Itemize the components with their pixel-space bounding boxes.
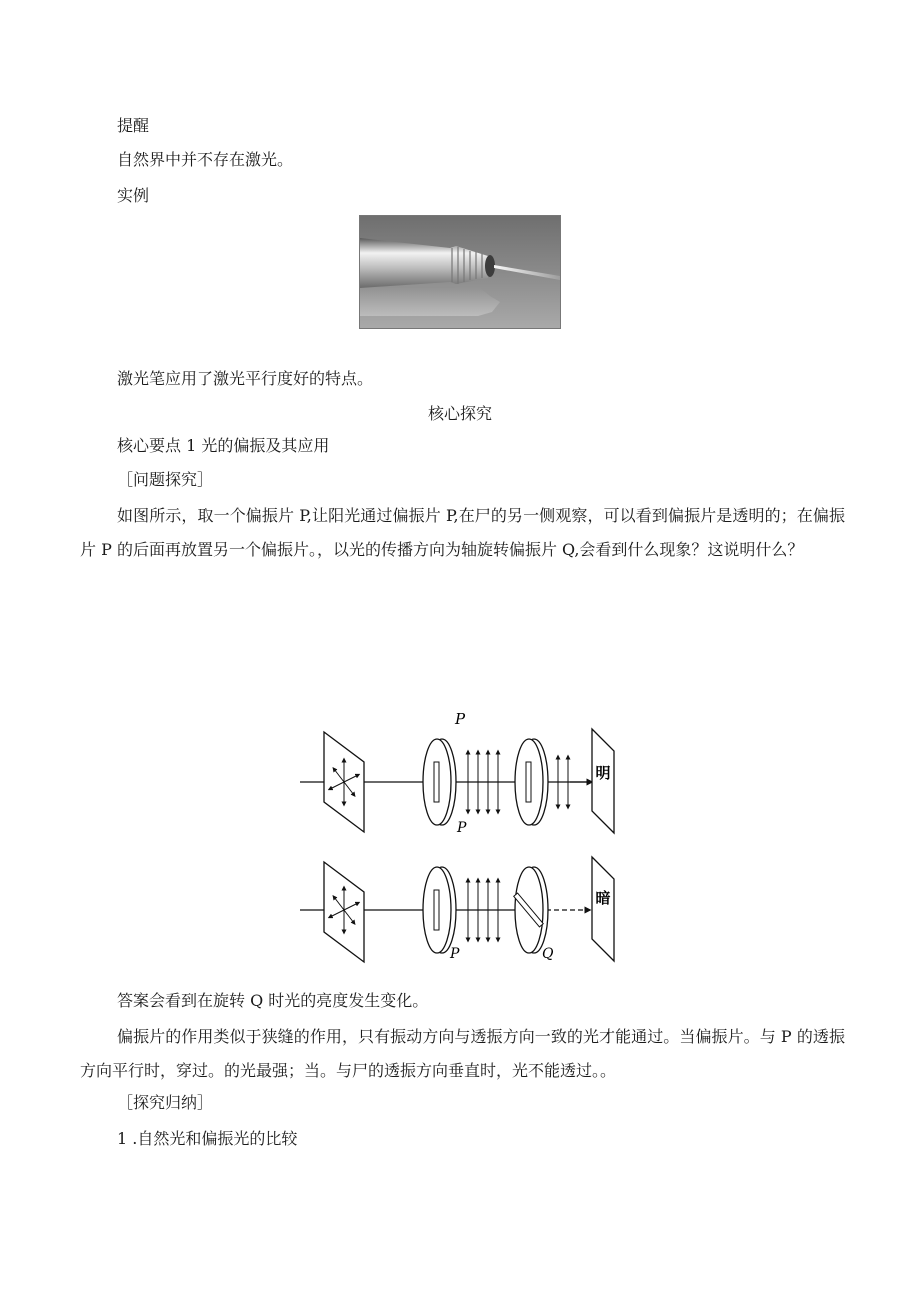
section-title: 核心探究 (427, 404, 492, 423)
polarization-figure (290, 705, 630, 970)
reminder-heading: 提醒 (117, 116, 150, 135)
question-text: 如图所示，取一个偏振片 P,让阳光通过偏振片 P,在尸的另一侧观察，可以看到偏振片是透明的；在偏振片 P 的后面再放置另一个偏振片。，以光的传播方向为轴旋转偏振片 Q,会看到什么现象？这说明什么？ (80, 506, 845, 559)
summary-heading: ［探究归纳］ (117, 1093, 214, 1112)
explanation-text: 偏振片的作用类似于狭缝的作用，只有振动方向与透振方向一致的光才能通过。当偏振片。与 P 的透振方向平行时，穿过。的光最强；当。与尸的透振方向垂直时，光不能透过。。 (80, 1027, 845, 1080)
lower-setup (300, 857, 614, 962)
lower-p-label: P (450, 946, 460, 962)
example-caption: 激光笔应用了激光平行度好的特点。 (117, 369, 374, 388)
summary-item: 1 .自然光和偏振光的比较 (117, 1129, 298, 1148)
answer-text: 答案会看到在旋转 Q 时光的亮度发生变化。 (117, 991, 429, 1010)
reminder-text: 自然界中并不存在激光。 (117, 150, 294, 169)
upper-setup (300, 729, 614, 836)
question-heading: ［问题探究］ (117, 470, 214, 489)
dark-label: 暗 (595, 889, 611, 907)
laser-pointer-photo (359, 215, 561, 329)
example-heading: 实例 (117, 186, 150, 205)
lower-q-label: Q (542, 946, 554, 962)
bright-label: 明 (595, 764, 611, 782)
upper-p-label: P (457, 820, 467, 836)
point-title: 核心要点 1 光的偏振及其应用 (117, 436, 330, 455)
figure-top-label: P (454, 710, 466, 728)
